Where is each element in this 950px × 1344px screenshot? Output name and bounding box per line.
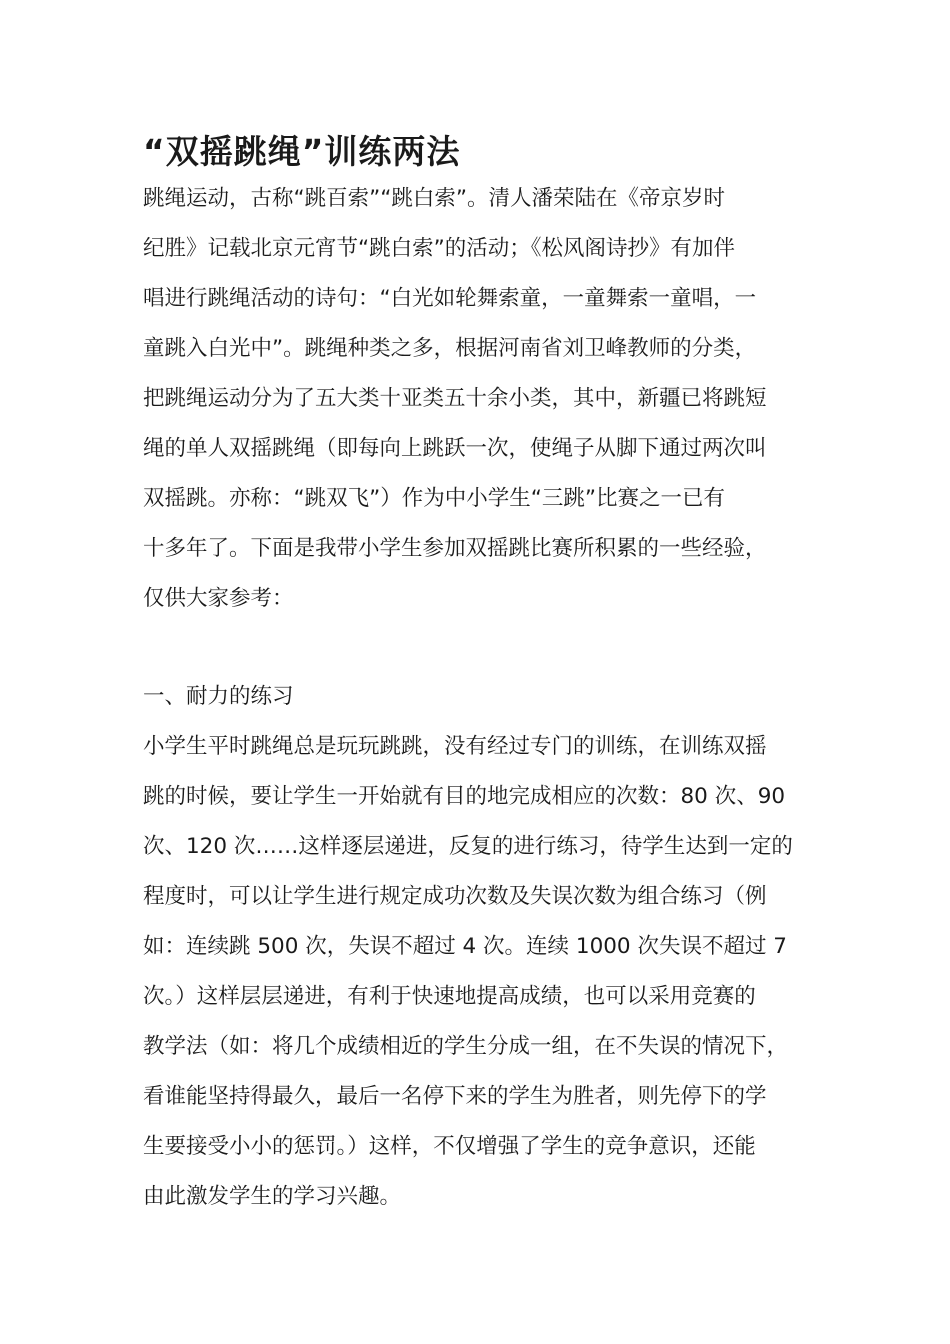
paragraph-line: 如：连续跳 500 次，失误不超过 4 次。连续 1000 次失误不超过 7 [143, 934, 787, 959]
paragraph-line: 由此激发学生的学习兴趣。 [143, 1184, 402, 1209]
intro-paragraph [143, 174, 823, 624]
paragraph-line: 童跳入白光中”。跳绳种类之多，根据河南省刘卫峰教师的分类， [143, 336, 757, 361]
paragraph-line: 生要接受小小的惩罚。）这样，不仅增强了学生的竞争意识，还能 [143, 1134, 756, 1159]
paragraph-line: 把跳绳运动分为了五大类十亚类五十余小类，其中，新疆已将跳短 [143, 386, 767, 411]
paragraph-line: 看谁能坚持得最久，最后一名停下来的学生为胜者，则先停下的学 [143, 1084, 767, 1109]
paragraph-line: 教学法（如：将几个成绩相近的学生分成一组，在不失误的情况下， [143, 1034, 789, 1059]
section-heading: 一、耐力的练习 [143, 684, 294, 709]
paragraph-line: 仅供大家参考： [143, 586, 294, 611]
paragraph-line: 双摇跳。亦称：“跳双飞”）作为中小学生“三跳”比赛之一已有 [143, 486, 726, 511]
paragraph-line: 绳的单人双摇跳绳（即每向上跳跃一次，使绳子从脚下通过两次叫 [143, 436, 767, 461]
paragraph-line: 纪胜》记载北京元宵节“跳白索”的活动；《松风阁诗抄》有加伴 [143, 236, 736, 261]
paragraph-line: 次、120 次……这样逐层递进，反复的进行练习，待学生达到一定的 [143, 834, 793, 859]
section-paragraph [143, 722, 823, 1222]
paragraph-line: 小学生平时跳绳总是玩玩跳跳，没有经过专门的训练，在训练双摇 [143, 734, 767, 759]
document-title: “双摇跳绳”训练两法 [143, 132, 461, 171]
paragraph-line: 跳的时候，要让学生一开始就有目的地完成相应的次数：80 次、90 [143, 784, 786, 809]
section-heading-block [143, 672, 823, 722]
paragraph-line: 十多年了。下面是我带小学生参加双摇跳比赛所积累的一些经验， [143, 536, 767, 561]
paragraph-line: 跳绳运动，古称“跳百索”“跳白索”。清人潘荣陆在《帝京岁时 [143, 186, 726, 211]
paragraph-line: 程度时，可以让学生进行规定成功次数及失误次数为组合练习（例 [143, 884, 767, 909]
paragraph-line: 唱进行跳绳活动的诗句：“白光如轮舞索童，一童舞索一童唱，一 [143, 286, 757, 311]
paragraph-line: 次。）这样层层递进，有利于快速地提高成绩，也可以采用竞赛的 [143, 984, 756, 1009]
